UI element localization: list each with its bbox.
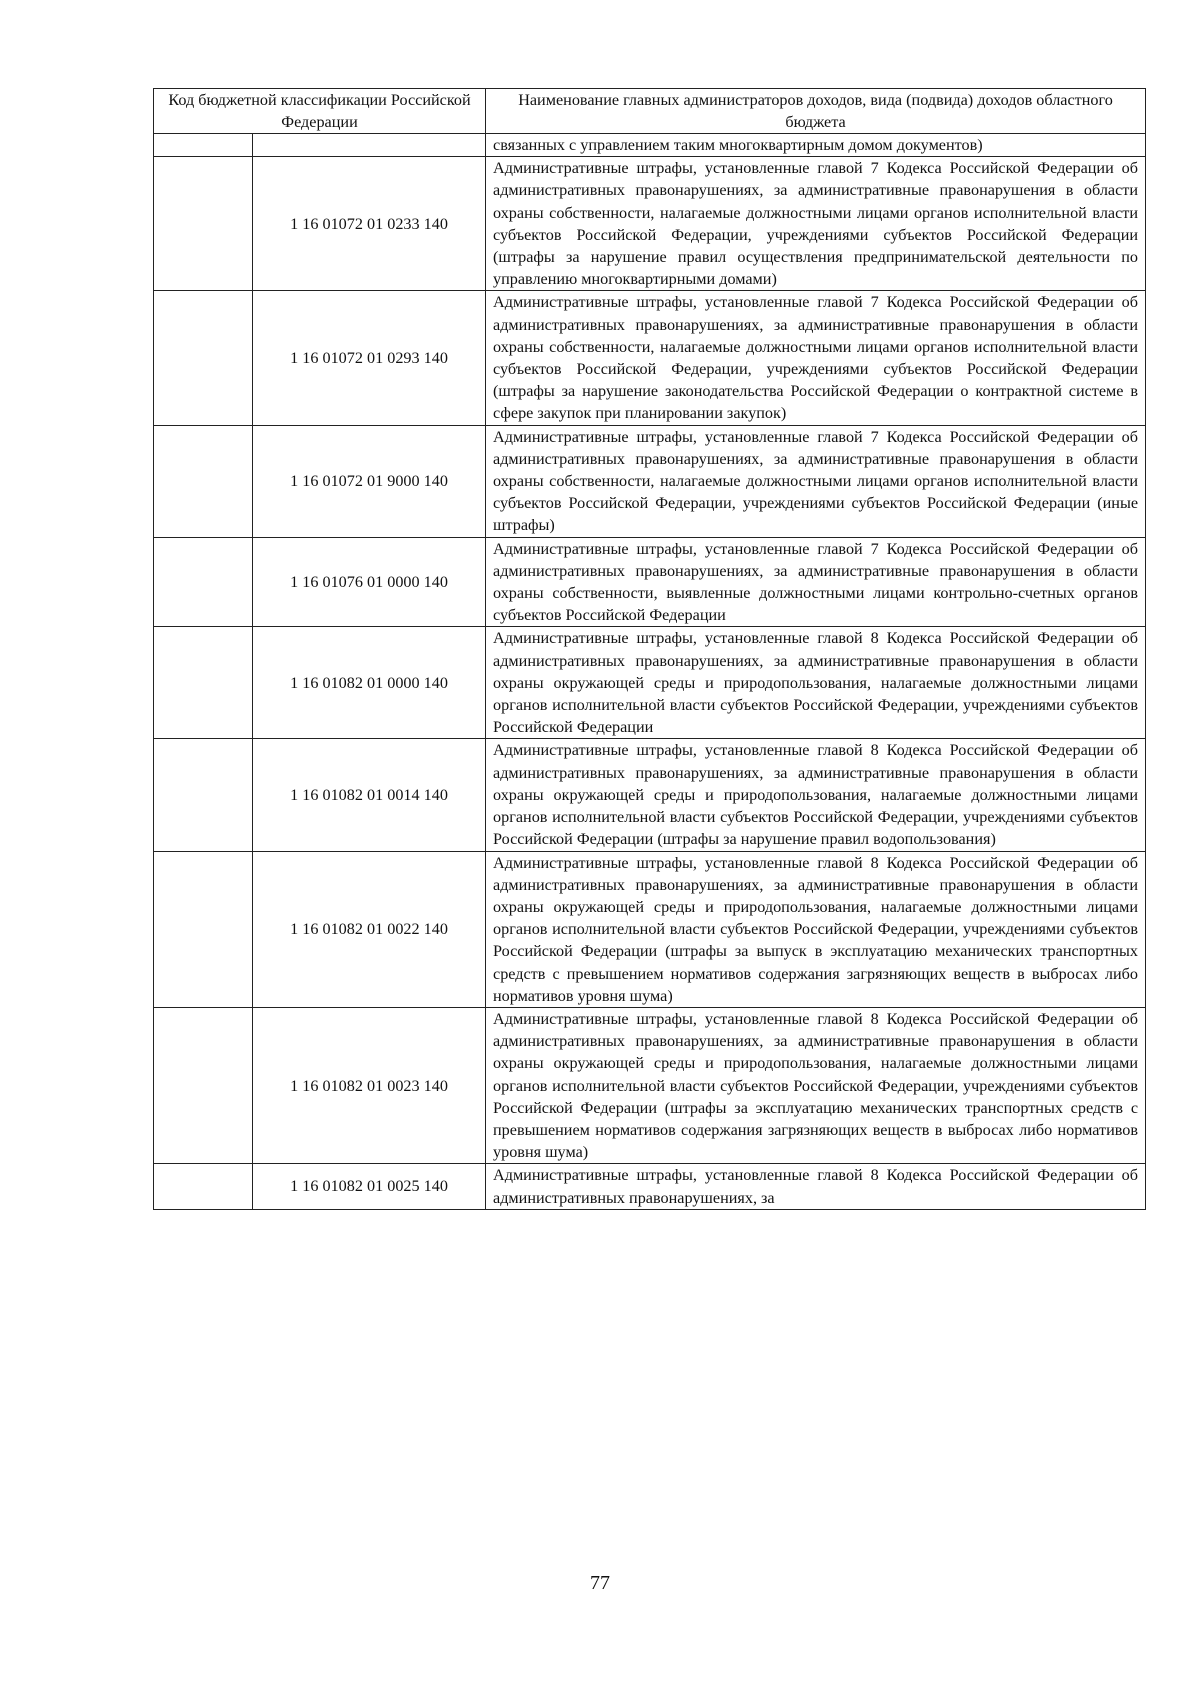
admin-code-cell: [154, 851, 253, 1007]
table-row: [154, 537, 1146, 627]
table-row: [154, 425, 1146, 537]
description-cell: Административные штрафы, установленные главой 8 Кодекса Российской Федерации об административных правонарушениях, за административные правонарушения в области охраны окружающей среды и природопользования, налагаемые должностными лицами органов исполнительной власти субъектов Российской Федерации, учреждениями субъектов Российской Федерации (штрафы за нарушение правил водопользования): [486, 739, 1146, 851]
table-row: [154, 291, 1146, 425]
admin-code-cell: [154, 627, 253, 739]
admin-code-cell: [154, 134, 253, 157]
admin-code-cell: [154, 291, 253, 425]
table-row: [154, 1007, 1146, 1163]
table-row: [154, 627, 1146, 739]
description-cell: Административные штрафы, установленные главой 7 Кодекса Российской Федерации об административных правонарушениях, за административные правонарушения в области охраны собственности, выявленные должностными лицами контрольно-счетных органов субъектов Российской Федерации: [486, 537, 1146, 627]
header-name-column: Наименование главных администраторов доходов, вида (подвида) доходов областного бюджета: [486, 89, 1146, 134]
table-row: [154, 851, 1146, 1007]
description-cell: Административные штрафы, установленные главой 8 Кодекса Российской Федерации об административных правонарушениях, за административные правонарушения в области охраны окружающей среды и природопользования, налагаемые должностными лицами органов исполнительной власти субъектов Российской Федерации, учреждениями субъектов Российской Федерации (штрафы за эксплуатацию механических транспортных средств с превышением нормативов содержания загрязняющих веществ в выбросах либо нормативов уровня шума): [486, 1007, 1146, 1163]
income-code-cell: 1 16 01082 01 0022 140: [253, 851, 486, 1007]
admin-code-cell: [154, 537, 253, 627]
table-header-row: [154, 89, 1146, 134]
description-cell: Административные штрафы, установленные главой 8 Кодекса Российской Федерации об административных правонарушениях, за административные правонарушения в области охраны окружающей среды и природопользования, налагаемые должностными лицами органов исполнительной власти субъектов Российской Федерации, учреждениями субъектов Российской Федерации: [486, 627, 1146, 739]
income-code-cell: [253, 134, 486, 157]
budget-classification-table: [153, 88, 1146, 1210]
income-code-cell: 1 16 01072 01 0233 140: [253, 157, 486, 291]
table-row: [154, 1164, 1146, 1209]
table-body: [154, 134, 1146, 1210]
admin-code-cell: [154, 157, 253, 291]
admin-code-cell: [154, 1164, 253, 1209]
income-code-cell: 1 16 01082 01 0014 140: [253, 739, 486, 851]
table-row: [154, 157, 1146, 291]
income-code-cell: 1 16 01072 01 9000 140: [253, 425, 486, 537]
income-code-cell: 1 16 01072 01 0293 140: [253, 291, 486, 425]
description-cell: Административные штрафы, установленные главой 7 Кодекса Российской Федерации об административных правонарушениях, за административные правонарушения в области охраны собственности, налагаемые должностными лицами органов исполнительной власти субъектов Российской Федерации, учреждениями субъектов Российской Федерации (иные штрафы): [486, 425, 1146, 537]
income-code-cell: 1 16 01082 01 0000 140: [253, 627, 486, 739]
page-number: 77: [590, 1572, 610, 1594]
admin-code-cell: [154, 425, 253, 537]
description-cell: Административные штрафы, установленные главой 8 Кодекса Российской Федерации об административных правонарушениях, за: [486, 1164, 1146, 1209]
description-cell: Административные штрафы, установленные главой 7 Кодекса Российской Федерации об административных правонарушениях, за административные правонарушения в области охраны собственности, налагаемые должностными лицами органов исполнительной власти субъектов Российской Федерации, учреждениями субъектов Российской Федерации (штрафы за нарушение правил осуществления предпринимательской деятельности по управлению многоквартирными домами): [486, 157, 1146, 291]
table-row-continuation: [154, 134, 1146, 157]
income-code-cell: 1 16 01082 01 0025 140: [253, 1164, 486, 1209]
income-code-cell: 1 16 01076 01 0000 140: [253, 537, 486, 627]
description-cell: Административные штрафы, установленные главой 8 Кодекса Российской Федерации об административных правонарушениях, за административные правонарушения в области охраны окружающей среды и природопользования, налагаемые должностными лицами органов исполнительной власти субъектов Российской Федерации, учреждениями субъектов Российской Федерации (штрафы за выпуск в эксплуатацию механических транспортных средств с превышением нормативов содержания загрязняющих веществ в выбросах либо нормативов уровня шума): [486, 851, 1146, 1007]
income-code-cell: 1 16 01082 01 0023 140: [253, 1007, 486, 1163]
document-page: [153, 88, 1145, 1210]
description-cell: связанных с управлением таким многоквартирным домом документов): [486, 134, 1146, 157]
header-code-column: Код бюджетной классификации Российской Федерации: [154, 89, 486, 134]
admin-code-cell: [154, 1007, 253, 1163]
table-row: [154, 739, 1146, 851]
description-cell: Административные штрафы, установленные главой 7 Кодекса Российской Федерации об административных правонарушениях, за административные правонарушения в области охраны собственности, налагаемые должностными лицами органов исполнительной власти субъектов Российской Федерации, учреждениями субъектов Российской Федерации (штрафы за нарушение законодательства Российской Федерации о контрактной системе в сфере закупок при планировании закупок): [486, 291, 1146, 425]
admin-code-cell: [154, 739, 253, 851]
